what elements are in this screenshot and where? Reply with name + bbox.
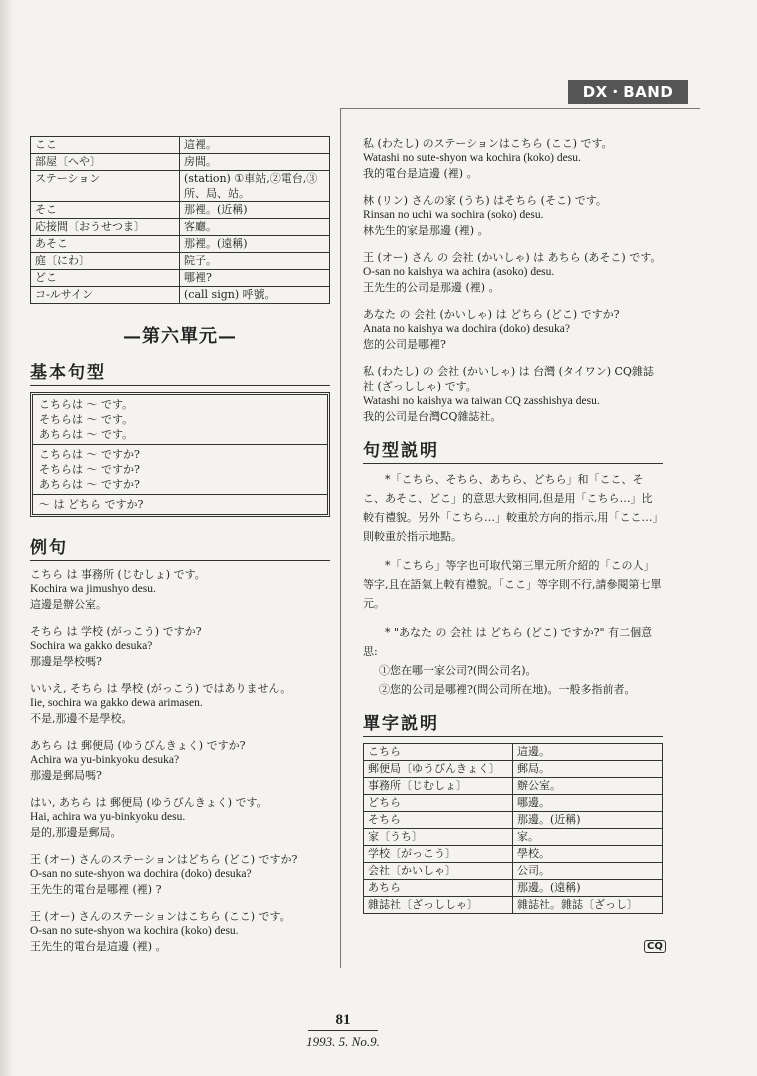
example-romaji: Iie, sochira wa gakko dewa arimasen. [30, 697, 203, 709]
vocab-term: 会社〔かいしゃ〕 [364, 863, 513, 880]
example-japanese: あちら は 郵便局 (ゆうびんきょく) ですか? [30, 739, 246, 752]
example-chinese: 林先生的家是那邊 (裡) 。 [363, 224, 489, 237]
vocab-term: どちら [364, 795, 513, 812]
example-romaji: Anata no kaishya wa dochira (doko) desuka? [363, 323, 570, 335]
example-romaji: Watashi no kaishya wa taiwan CQ zasshishya desu. [363, 395, 600, 407]
example-sentence [363, 136, 663, 181]
example-sentence [30, 738, 330, 783]
unit-title: —第六單元— [123, 326, 237, 347]
example-chinese: 這邊是辦公室。 [30, 598, 107, 611]
vocab-term: ここ [31, 137, 180, 154]
vocab-meaning: 家。 [513, 829, 663, 846]
vocab-meaning: (station) ①車站,②電台,③所、局、站。 [180, 171, 330, 202]
vocab-term: コ-ルサイン [31, 287, 180, 304]
section-header-bar: DX・BAND [568, 80, 688, 104]
example-romaji: Kochira wa jimushyo desu. [30, 583, 156, 595]
example-chinese: 我的電台是這邊 (裡) 。 [363, 167, 478, 180]
example-japanese: そちら は 学校 (がっこう) ですか? [30, 625, 202, 638]
example-romaji: O-san no sute-shyon wa kochira (koko) desu. [30, 925, 239, 937]
vocab-term: 庭〔にわ〕 [31, 253, 180, 270]
vocab-meaning: 這邊。 [513, 744, 663, 761]
example-japanese: はい, あちら は 郵便局 (ゆうびんきょく) です。 [30, 796, 268, 809]
vocab-term: あそこ [31, 236, 180, 253]
vocab-row [364, 761, 663, 778]
example-sentence [363, 364, 663, 424]
pattern-box [30, 392, 330, 517]
vocab-term: 応接間〔おうせつま〕 [31, 219, 180, 236]
right-column [363, 136, 663, 914]
vocab-term: あちら [364, 880, 513, 897]
vocab-meaning: 公司。 [513, 863, 663, 880]
example-japanese: 私 (わたし) のステーションはこちら (ここ) です。 [363, 137, 613, 150]
basic-patterns-heading: 基本句型 [30, 358, 330, 386]
vocab-meaning: 辦公室。 [513, 778, 663, 795]
example-romaji: Hai, achira wa yu-binkyoku desu. [30, 811, 186, 823]
example-chinese: 王先生的電台是哪裡 (裡) ? [30, 883, 162, 896]
examples-heading: 例句 [30, 533, 330, 561]
left-column [30, 136, 330, 966]
header-rule [340, 108, 700, 109]
example-chinese: 我的公司是台灣CQ雜誌社。 [363, 410, 502, 423]
explanation-heading: 句型説明 [363, 436, 663, 464]
vocab-meaning: 房間。 [180, 154, 330, 171]
explanation-third-line2: ②您的公司是哪裡?(問公司所在地)。一般多指前者。 [379, 683, 636, 696]
vocab-meaning: 那邊。(近稱) [513, 812, 663, 829]
pattern-group [33, 495, 327, 514]
example-chinese: 是的,那邊是郵局。 [30, 826, 122, 839]
issue-info: 1993. 5. No.9. [306, 1034, 380, 1049]
example-sentence [30, 795, 330, 840]
example-japanese: あなた の 会社 (かいしゃ) は どちら (どこ) ですか? [363, 308, 620, 321]
vocab-row [31, 171, 330, 202]
pattern-group [33, 445, 327, 495]
vocab-meaning: 學校。 [513, 846, 663, 863]
example-romaji: Sochira wa gakko desuka? [30, 640, 153, 652]
example-chinese: 那邊是學校嗎? [30, 655, 102, 668]
vocab-meaning: 那裡。(遠稱) [180, 236, 330, 253]
vocab-row [364, 897, 663, 914]
vocab-row [31, 137, 330, 154]
page-number: 81 [335, 1012, 351, 1028]
example-sentence [30, 681, 330, 726]
pattern-line: こちらは 〜 ですか? [39, 448, 140, 461]
example-sentence [30, 624, 330, 669]
vocab-term: 郵便局〔ゆうびんきょく〕 [364, 761, 513, 778]
vocab-term: 事務所〔じむしょ〕 [364, 778, 513, 795]
vocab-term: 学校〔がっこう〕 [364, 846, 513, 863]
page-spine-shadow [0, 0, 14, 1076]
vocab-term: 雜誌社〔ざっししゃ〕 [364, 897, 513, 914]
vocab-term: ステーション [31, 171, 180, 202]
example-japanese: 王 (オー) さんのステーションはどちら (どこ) ですか? [30, 853, 298, 866]
example-romaji: Watashi no sute-shyon wa kochira (koko) desu. [363, 152, 581, 164]
vocab-meaning: 哪裡? [180, 270, 330, 287]
vocab-row [31, 287, 330, 304]
vocab-row [31, 219, 330, 236]
example-romaji: Achira wa yu-binkyoku desuka? [30, 754, 180, 766]
examples-right [363, 136, 663, 424]
vocab-row [364, 846, 663, 863]
example-romaji: O-san no kaishya wa achira (asoko) desu. [363, 266, 555, 278]
explanation-third [363, 623, 663, 699]
vocab-row [364, 744, 663, 761]
vocab-table-top [30, 136, 330, 304]
example-sentence [363, 193, 663, 238]
vocab-row [364, 829, 663, 846]
word-explanation-heading: 單字説明 [363, 709, 663, 737]
example-japanese: 王 (オー) さんのステーションはこちら (ここ) です。 [30, 910, 291, 923]
vocab-row [364, 812, 663, 829]
pattern-line: 〜 は どちら ですか? [39, 498, 144, 511]
pattern-line: こちらは 〜 です。 [39, 398, 134, 411]
vocab-meaning: 雜誌社。雜誌〔ざっし〕 [513, 897, 663, 914]
example-japanese: 林 (リン) さんの家 (うち) はそちら (そこ) です。 [363, 194, 607, 207]
explanation-third-intro: * "あなた の 会社 は どちら (どこ) ですか?" 有二個意思: [363, 626, 653, 658]
explanation-paragraph: *「こちら」等字也可取代第三單元所介紹的「この人」等字,且在語氣上較有禮貌。「ここ」等字則不行,請參閱第七單元。 [363, 559, 662, 610]
vocab-row [31, 154, 330, 171]
example-sentence [30, 852, 330, 897]
vocab-meaning: 這裡。 [180, 137, 330, 154]
vocab-meaning: 哪邊。 [513, 795, 663, 812]
vocab-row [31, 202, 330, 219]
explanation-third-line1: ①您在哪一家公司?(問公司名)。 [379, 664, 537, 677]
example-sentence [363, 250, 663, 295]
vocab-row [31, 236, 330, 253]
example-chinese: 王先生的公司是那邊 (裡) 。 [363, 281, 500, 294]
vocab-table-bottom [363, 743, 663, 914]
example-chinese: 那邊是郵局嗎? [30, 769, 102, 782]
pattern-line: そちらは 〜 ですか? [39, 463, 140, 476]
example-japanese: いいえ, そちら は 學校 (がっこう) ではありません。 [30, 682, 292, 695]
vocab-row [31, 253, 330, 270]
vocab-term: 部屋〔へや〕 [31, 154, 180, 171]
example-chinese: 不是,那邊不是學校。 [30, 712, 133, 725]
vocab-meaning: 那裡。(近稱) [180, 202, 330, 219]
example-sentence [363, 307, 663, 352]
example-japanese: こちら は 事務所 (じむしょ) です。 [30, 568, 206, 581]
vocab-meaning: 郵局。 [513, 761, 663, 778]
vocab-term: そちら [364, 812, 513, 829]
vocab-row [364, 863, 663, 880]
example-japanese: 王 (オー) さん の 会社 (かいしゃ) は あちら (あそこ) です。 [363, 251, 662, 264]
example-japanese: 私 (わたし) の 会社 (かいしゃ) は 台灣 (タイワン) CQ雜誌社 (ざっししゃ) です。 [363, 365, 654, 393]
explanation-paragraphs [363, 470, 663, 613]
vocab-term: どこ [31, 270, 180, 287]
column-divider [340, 108, 341, 968]
vocab-row [31, 270, 330, 287]
examples-left [30, 567, 330, 954]
pattern-group [33, 395, 327, 445]
vocab-meaning: 那邊。(遠稱) [513, 880, 663, 897]
footer-rule [308, 1030, 378, 1031]
example-chinese: 王先生的電台是這邊 (裡) 。 [30, 940, 167, 953]
pattern-line: そちらは 〜 です。 [39, 413, 134, 426]
vocab-meaning: 院子。 [180, 253, 330, 270]
example-sentence [30, 567, 330, 612]
vocab-row [364, 880, 663, 897]
explanation-paragraph: *「こちら、そちら、あちら、どちら」和「ここ、そこ、あそこ、どこ」的意思大致相同,但是用「こちら…」比較有禮貌。另外「こちら…」較重於方向的指示,用「ここ…」則較重於指示地點。 [363, 473, 658, 543]
pattern-line: あちらは 〜 です。 [39, 428, 134, 441]
example-romaji: Rinsan no uchi wa sochira (soko) desu. [363, 209, 544, 221]
example-romaji: O-san no sute-shyon wa dochira (doko) desuka? [30, 868, 252, 880]
example-chinese: 您的公司是哪裡? [363, 338, 446, 351]
vocab-row [364, 795, 663, 812]
vocab-term: そこ [31, 202, 180, 219]
vocab-term: 家〔うち〕 [364, 829, 513, 846]
pattern-line: あちらは 〜 ですか? [39, 478, 140, 491]
vocab-row [364, 778, 663, 795]
end-mark: CQ [644, 940, 666, 953]
vocab-meaning: (call sign) 呼號。 [180, 287, 330, 304]
vocab-meaning: 客廳。 [180, 219, 330, 236]
vocab-term: こちら [364, 744, 513, 761]
example-sentence [30, 909, 330, 954]
